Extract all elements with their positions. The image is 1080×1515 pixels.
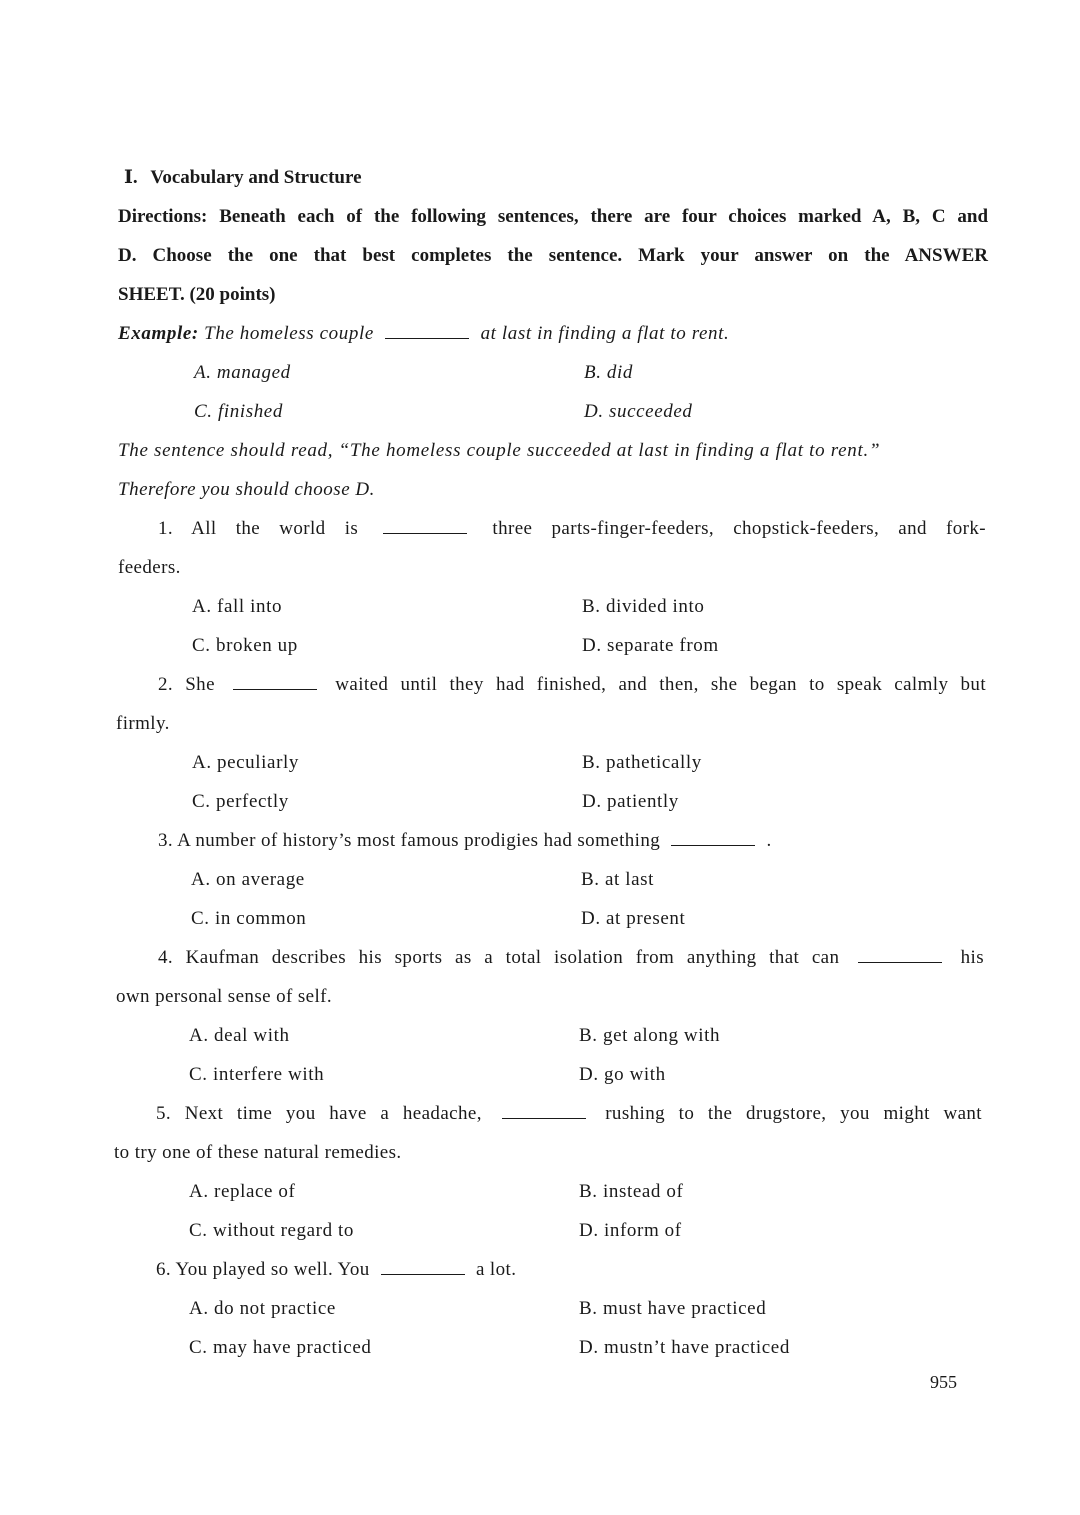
question-4-after: his <box>960 947 984 968</box>
question-3-option-b: B. at last <box>581 869 655 890</box>
directions-line-3: SHEET. (20 points) <box>118 284 276 305</box>
question-1-continuation: feeders. <box>118 557 181 578</box>
example-explanation-2: Therefore you should choose D. <box>118 479 375 500</box>
question-4-blank <box>858 948 942 963</box>
question-3-option-c: C. in common <box>191 908 307 929</box>
question-4-before: 4. Kaufman describes his sports as a total isolation from anything that can <box>158 947 840 968</box>
question-4-continuation: own personal sense of self. <box>116 986 333 1007</box>
directions-text-1: Beneath each of the following sentences, there are four choices marked A, B, C and <box>219 206 989 227</box>
question-6-stem <box>156 1258 516 1282</box>
example-stem-after: at last in finding a flat to rent. <box>480 323 730 344</box>
section-heading <box>124 166 362 190</box>
question-2-after: waited until they had finished, and then, she began to speak calmly but <box>335 674 986 695</box>
example-stem-before: The homeless couple <box>204 323 374 344</box>
example-option-a: A. managed <box>194 362 291 383</box>
question-5-before: 5. Next time you have a headache, <box>156 1103 482 1124</box>
directions-line-2: D. Choose the one that best completes the sentence. Mark your answer on the ANSWER <box>118 245 988 266</box>
question-4-option-d: D. go with <box>579 1064 666 1085</box>
directions-line-1 <box>118 205 988 229</box>
question-5-continuation: to try one of these natural remedies. <box>114 1142 402 1163</box>
question-6-before: 6. You played so well. You <box>156 1259 370 1280</box>
question-2-continuation: firmly. <box>116 713 170 734</box>
question-5-option-d: D. inform of <box>579 1220 682 1241</box>
question-2-option-c: C. perfectly <box>192 791 289 812</box>
question-1-option-b: B. divided into <box>582 596 705 617</box>
section-numeral: Ⅰ. <box>124 167 138 188</box>
question-3-stem <box>158 829 772 853</box>
question-3-after: . <box>766 830 772 851</box>
question-6-option-d: D. mustn’t have practiced <box>579 1337 790 1358</box>
question-6-option-a: A. do not practice <box>189 1298 336 1319</box>
question-2-option-a: A. peculiarly <box>192 752 299 773</box>
question-5-option-b: B. instead of <box>579 1181 684 1202</box>
question-1-option-d: D. separate from <box>582 635 719 656</box>
question-1-before: 1. All the world is <box>158 518 359 539</box>
section-title: Vocabulary and Structure <box>150 167 362 188</box>
question-1-stem <box>158 517 986 541</box>
example-option-b: B. did <box>584 362 633 383</box>
question-1-option-a: A. fall into <box>192 596 283 617</box>
example-option-d: D. succeeded <box>584 401 693 422</box>
question-3-blank <box>671 831 755 846</box>
question-3-option-d: D. at present <box>581 908 686 929</box>
question-2-before: 2. She <box>158 674 215 695</box>
question-4-stem <box>158 946 984 970</box>
example-option-c: C. finished <box>194 401 283 422</box>
question-3-option-a: A. on average <box>191 869 305 890</box>
example-stem <box>118 322 729 346</box>
question-2-blank <box>233 675 317 690</box>
question-2-option-b: B. pathetically <box>582 752 702 773</box>
page-number: 955 <box>930 1372 957 1392</box>
question-6-option-c: C. may have practiced <box>189 1337 372 1358</box>
question-6-option-b: B. must have practiced <box>579 1298 767 1319</box>
question-5-stem <box>156 1102 982 1126</box>
question-4-option-a: A. deal with <box>189 1025 290 1046</box>
question-6-after: a lot. <box>475 1259 517 1280</box>
question-6-blank <box>381 1260 465 1275</box>
question-5-after: rushing to the drugstore, you might want <box>605 1103 982 1124</box>
question-2-option-d: D. patiently <box>582 791 679 812</box>
question-5-option-a: A. replace of <box>189 1181 296 1202</box>
example-blank <box>385 324 469 339</box>
question-1-blank <box>383 519 467 534</box>
question-4-option-c: C. interfere with <box>189 1064 325 1085</box>
example-label: Example: <box>118 323 199 344</box>
question-3-before: 3. A number of history’s most famous prodigies had something <box>158 830 661 851</box>
question-1-after: three parts-finger-feeders, chopstick-feeders, and fork- <box>492 518 986 539</box>
question-4-option-b: B. get along with <box>579 1025 721 1046</box>
example-explanation-1: The sentence should read, “The homeless couple succeeded at last in finding a flat to rent.” <box>118 440 881 461</box>
question-5-blank <box>502 1104 586 1119</box>
question-5-option-c: C. without regard to <box>189 1220 355 1241</box>
question-1-option-c: C. broken up <box>192 635 298 656</box>
question-2-stem <box>158 673 986 697</box>
directions-label: Directions: <box>118 206 208 227</box>
